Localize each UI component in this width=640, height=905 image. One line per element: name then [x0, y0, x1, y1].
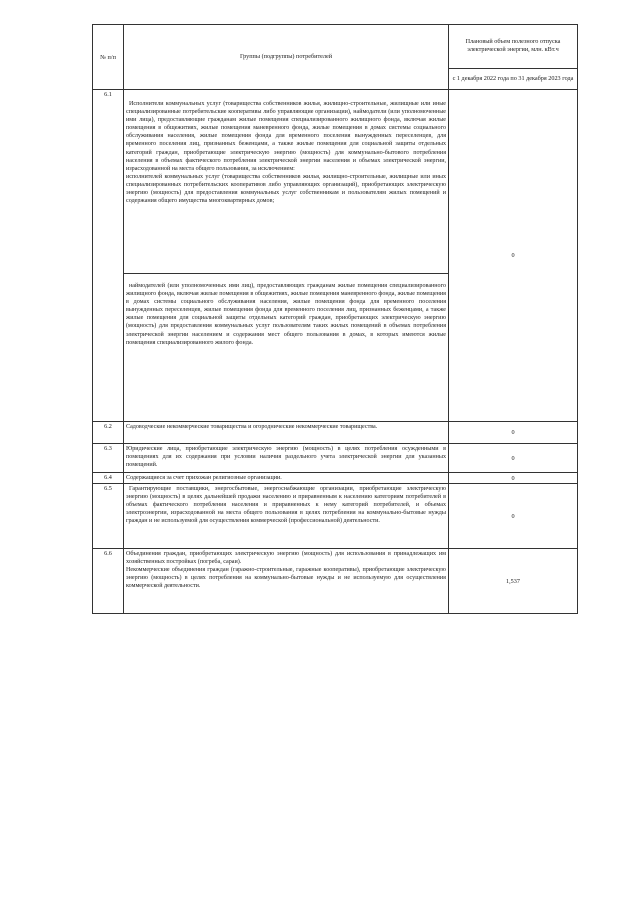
row-paragraph: исполнителей коммунальных услуг (товарищества собственников жилья, жилищно-строительные, жилищные или иных специализированных потребительских кооперативов либо управляющих организаций), приобретающих электрическую энергию (мощность) для предоставления коммунальных услуг собственникам и пользователям жилых помещений и содержания общего имущества многоквартирных домов; [126, 173, 446, 205]
consumer-groups-table [92, 24, 578, 614]
row-number: 6.2 [93, 422, 124, 444]
table-row [93, 90, 578, 274]
header-groups: Группы (подгруппы) потребителей [124, 25, 449, 90]
row-number: 6.3 [93, 444, 124, 473]
row-paragraph: Некоммерческие объединения граждан (гаражно-строительные, гаражные кооперативы), приобретающие электрическую энергию (мощность) в целях потребления на коммунально-бытовые нужды и не используемую для осуществления коммерческой деятельности. [126, 567, 446, 590]
header-volume: Плановый объем полезного отпуска электрической энергии, млн. кВт.ч [449, 25, 578, 69]
row-paragraph: Объединения граждан, приобретающих электрическую энергию (мощность) для использования в принадлежащих им хозяйственных постройках (погреба, сараи). [126, 551, 446, 566]
row-paragraph: наймодателей (или уполномоченных ими лиц), предоставляющих гражданам жилые помещения специализированного жилищного фонда, включая жилые помещения в общежитиях, жилые помещения маневренного фонда, жилые помещения в домах системы социального обслуживания населения, жилые помещения фонда для временного поселения вынужденных переселенцев, жилые помещения фонда для временного поселения лиц, признанных беженцами, а также жилые помещения для социальной защиты отдельных категорий граждан, приобретающих электрическую энергию (мощность) для предоставления коммунальных услуг пользователям таких жилых помещений в объемах потребления электрической энергии населением и содержания мест общего пользования в домах, в которых имеются жилые помещения специализированного жилого фонда. [126, 283, 446, 346]
row-number: 6.6 [93, 549, 124, 614]
row-value: 0 [449, 484, 578, 549]
header-row [93, 25, 578, 69]
row-value: 0 [449, 473, 578, 484]
table-row [93, 422, 578, 444]
row-number: 6.1 [93, 90, 124, 422]
table-row [93, 444, 578, 473]
row-text [124, 549, 449, 614]
row-text [124, 274, 449, 422]
row-text: Содержащиеся за счет прихожан религиозные организации. [124, 473, 449, 484]
row-paragraph: Исполнители коммунальных услуг (товарищества собственников жилья, жилищно-строительные, жилищные или иные специализированные потребительские кооперативы либо управляющие организации), наймодатели (или уполномоченные ими лица), предоставляющие гражданам жилые помещения специализированного жилищного фонда, включая жилые помещения в общежитиях, жилые помещения маневренного фонда, жилые помещения в домах системы социального обслуживания населения, жилые помещения фонда для временного поселения вынужденных переселенцев, для временного поселения лиц, признанных беженцами, а также жилые помещения для социальной защиты отдельных категорий граждан, приобретающие электрическую энергию (мощность) для коммунально-бытового потребления населения в объемах фактического потребления электрической энергии населения и объемах электрической энергии, израсходованной на места общего пользования, за исключением: [126, 101, 446, 172]
row-text: Садоводческие некоммерческие товарищества и огороднические некоммерческие товарищества. [124, 422, 449, 444]
table-row [93, 473, 578, 484]
row-text: Гарантирующие поставщики, энергосбытовые, энергоснабжающие организации, приобретающие электрическую энергию (мощность) в целях дальнейшей продажи населению и приравненным к населению категориям потребителей в объемах фактического потребления населения и приравненных к нему категорий потребителей, и объемах электроэнергии, израсходованной на места общего пользования в целях потребления на коммунально-бытовые нужды граждан и не используемой для осуществления коммерческой (профессиональной) деятельности. [124, 484, 449, 549]
row-number: 6.5 [93, 484, 124, 549]
row-value: 0 [449, 444, 578, 473]
table-row [93, 484, 578, 549]
row-value: 0 [449, 90, 578, 422]
header-num: № п/п [93, 25, 124, 90]
row-text [124, 90, 449, 274]
table-row [93, 549, 578, 614]
row-number: 6.4 [93, 473, 124, 484]
row-text: Юридические лица, приобретающие электрическую энергию (мощность) в целях потребления осужденными в помещениях для их содержания при условии наличия раздельного учета электрической энергии для указанных помещений. [124, 444, 449, 473]
row-value: 0 [449, 422, 578, 444]
header-period: с 1 декабря 2022 года по 31 декабря 2023 года [449, 68, 578, 89]
row-value: 1,537 [449, 549, 578, 614]
